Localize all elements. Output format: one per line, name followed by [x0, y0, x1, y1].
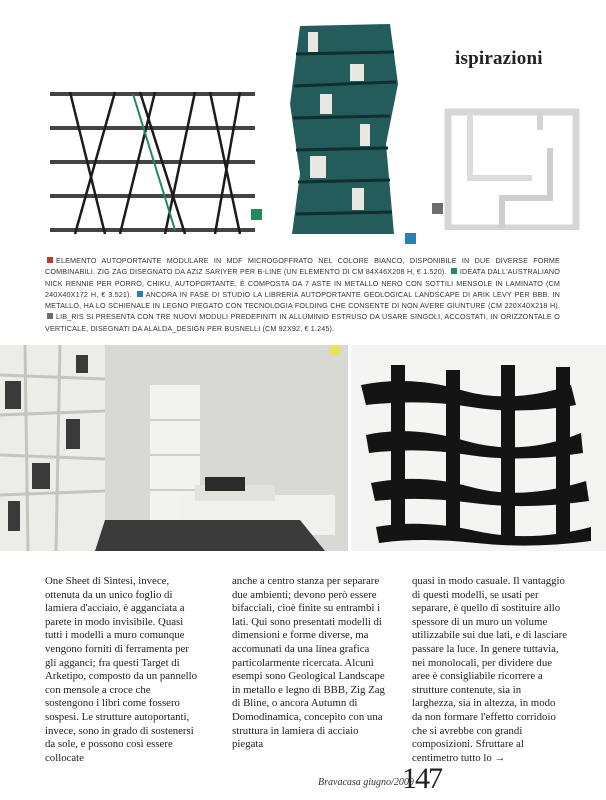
page-number: 147 — [402, 762, 441, 795]
green-marker — [251, 209, 262, 220]
magazine-footer: Bravacasa giugno/2009 — [318, 777, 414, 788]
caption-zig-zag: ELEMENTO AUTOPORTANTE MODULARE IN MDF MICROGOFFRATO NEL COLORE BIANCO, DISPONIBILE IN DUE DIVERSE FORME COMBINABILI. ZIG ZAG DISEGNATO DA AZIZ SARIYER PER B-LINE (UN ELEMENTO DI CM 84X46X208 H, € 1.520). — [45, 256, 560, 277]
caption-geological: ANCORA IN FASE DI STUDIO LA LIBRERIA AUTOPORTANTE GEOLOGICAL LANDSCAPE DI ARIK LEVY PER BBB. IN METALLO, HA LO SCHIENALE IN LEGNO PIEGATO CON TECNOLOGIA FOLDING CHE CONSENTE DI NON AVERE GIUNTURE (CM 220X40X218 H). — [45, 289, 560, 311]
section-title: ispirazioni — [455, 48, 543, 69]
geological-landscape-image — [290, 24, 400, 236]
zig-zag-room-photo — [0, 345, 348, 551]
blue-bullet-icon — [137, 291, 143, 297]
body-column-3 — [412, 575, 567, 765]
product-caption — [45, 255, 560, 334]
body-text-col1: One Sheet di Sintesi, invece, ottenuta da un unico foglio di lamiera d'acciaio, è agganciata a parete in modo invisibile. Quasi tutti i modelli a muro comunque vengono forniti di ferramenta per gli agganci; fra questi Target di Arketipo, composto da un pannello con mensole a croce che sostengono i libri come fossero sospesi. Le strutture autoportanti, invece, sono in grado di sostenersi da sole, e possono così essere collocate — [45, 575, 198, 764]
body-text-col2: anche a centro stanza per separare due ambienti; devono però essere bifacciali, cioè finite su entrambi i lati. Qui sono presentati modelli di dimensioni e forme diverse, ma accomunati da una linea grafica particolarmente ricercata. Alcuni esempi sono Geological Landscape in metallo e legno di BBB, Zig Zag di Bline, o ancora Autumn di Domodinamica, concepito con una struttura in lamiera di acciaio piegata — [232, 575, 385, 751]
autumn-bookshelf-photo — [351, 345, 606, 551]
body-text-col3: quasi in modo casuale. Il vantaggio di questi modelli, se usati per separare, è quello di sostituire allo spessore di un muro un volume utilizzabile sui due lati, e di lasciare passare la luce. In genere tuttavia, nei monolocali, per dividere due aree è consigliabile ricorrere a strutture contenute, sia in larghezza, sia in altezza, in modo da non formare l'effetto corridoio che si avrebbe con grandi composizioni. Sfruttare al centimetro tutto lo — [412, 575, 567, 764]
grey-bullet-icon — [47, 313, 53, 319]
caption-lib-ris: LIB_RIS SI PRESENTA CON TRE NUOVI MODULI PREDEFINITI IN ALLUMINIO ESTRUSO DA USARE SINGOLI, ACCOSTATI, IN ORIZZONTALE O VERTICALE, DISEGNATI DA ALALDA_DESIGN PER BUSNELLI (CM 92X92, € 1.245). — [45, 312, 560, 333]
blue-marker — [405, 233, 416, 244]
body-column-2 — [232, 575, 387, 752]
continue-arrow-icon: → — [494, 751, 506, 764]
body-column-1 — [45, 575, 200, 765]
chiku-bookshelf-image — [45, 88, 260, 238]
green-bullet-icon — [451, 268, 457, 274]
red-bullet-icon — [47, 257, 53, 263]
lib-ris-module-image — [440, 108, 580, 230]
grey-marker — [432, 203, 443, 214]
caption-chiku: IDEATA DALL'AUSTRALIANO NICK RENNIE PER PORRO, CHIKU, AUTOPORTANTE, È COMPOSTA DA 7 ASTE IN METALLO NERO CON SOTTILI MENSOLE IN LAMINATO (CM 240X40X172 H, € 3.521). — [45, 267, 560, 299]
